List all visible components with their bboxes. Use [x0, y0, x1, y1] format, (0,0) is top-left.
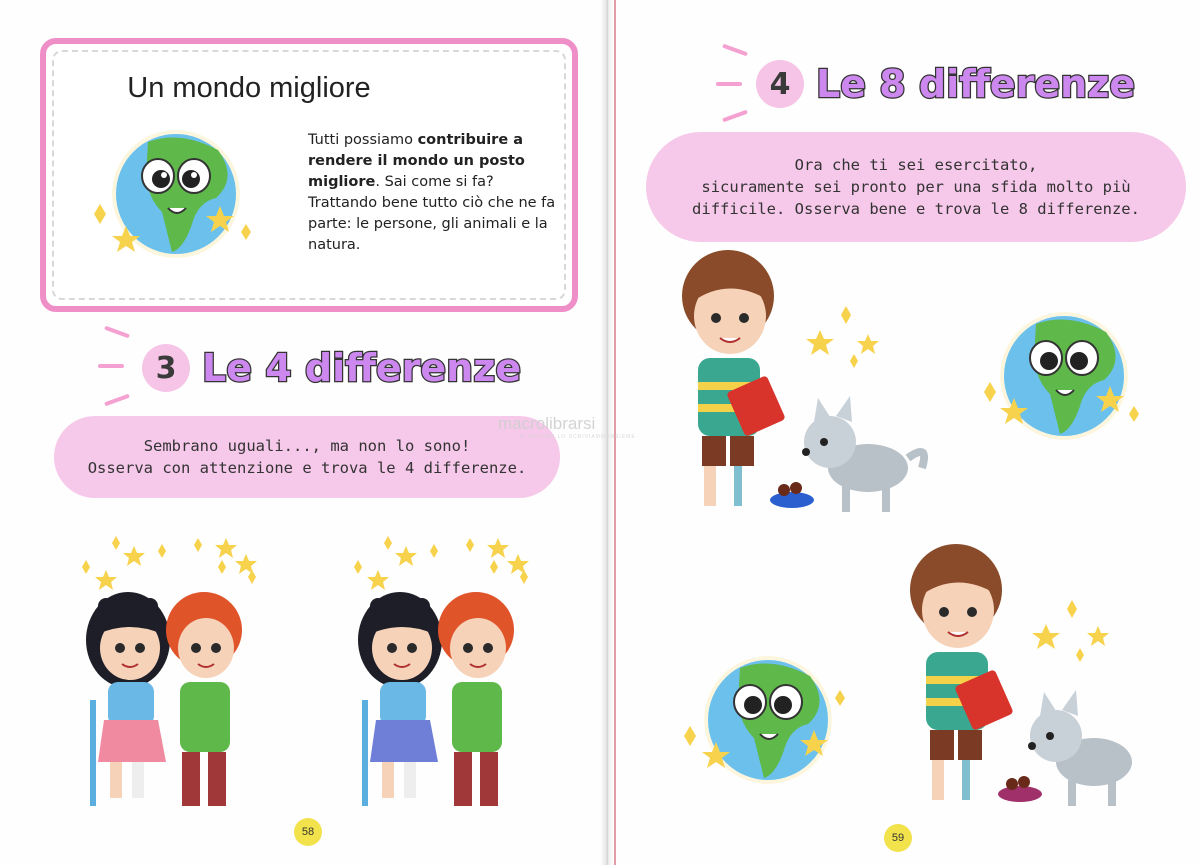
instruction-line: difficile. Osserva bene e trova le 8 differenze. [692, 200, 1140, 218]
section-title: Le 8 differenze [816, 62, 1136, 106]
watermark-tagline: IL FUTURO LO SCRIVIAMO INSIEME [520, 434, 636, 440]
info-box-text [308, 130, 558, 256]
boy-dog-illustration-a [668, 246, 938, 522]
page-number-left: 58 [294, 818, 322, 846]
page-number-right: 59 [884, 824, 912, 852]
instruction-line: Osserva con attenzione e trova le 4 differenze. [87, 459, 527, 477]
heading-burst-line [98, 364, 124, 368]
section-3-heading [142, 344, 521, 392]
kids-illustration-b [348, 530, 548, 816]
heading-burst-line [716, 82, 742, 86]
earth-mascot-right-bottom [682, 650, 852, 790]
watermark [498, 414, 636, 440]
info-text-bold: contribuire a rendere il mondo un posto migliore [308, 132, 525, 190]
earth-mascot-right-top [984, 306, 1144, 446]
section-4-heading [756, 60, 1135, 108]
section-title: Le 4 differenze [202, 346, 522, 390]
instruction-bubble-left [54, 416, 560, 498]
boy-dog-illustration-b [896, 540, 1146, 816]
instruction-line: Ora che ti sei esercitato, [794, 156, 1038, 174]
earth-mascot-illustration [88, 128, 258, 268]
section-number-badge: 4 [756, 60, 804, 108]
watermark-logo-text: macrolibrarsi [498, 414, 596, 433]
instruction-line: Sembrano uguali..., ma non lo sono! [143, 437, 471, 455]
instruction-bubble-right [646, 132, 1186, 242]
info-text-part: . Sai come si fa? Trattando bene tutto ciò che ne fa parte: le persone, gli animali e la natura. [308, 174, 556, 253]
kids-illustration-a [76, 530, 276, 816]
info-text-part: Tutti possiamo [308, 132, 418, 148]
instruction-line: sicuramente sei pronto per una sfida molto più [701, 178, 1131, 196]
section-number-badge: 3 [142, 344, 190, 392]
info-box-title: Un mondo migliore [127, 72, 371, 104]
